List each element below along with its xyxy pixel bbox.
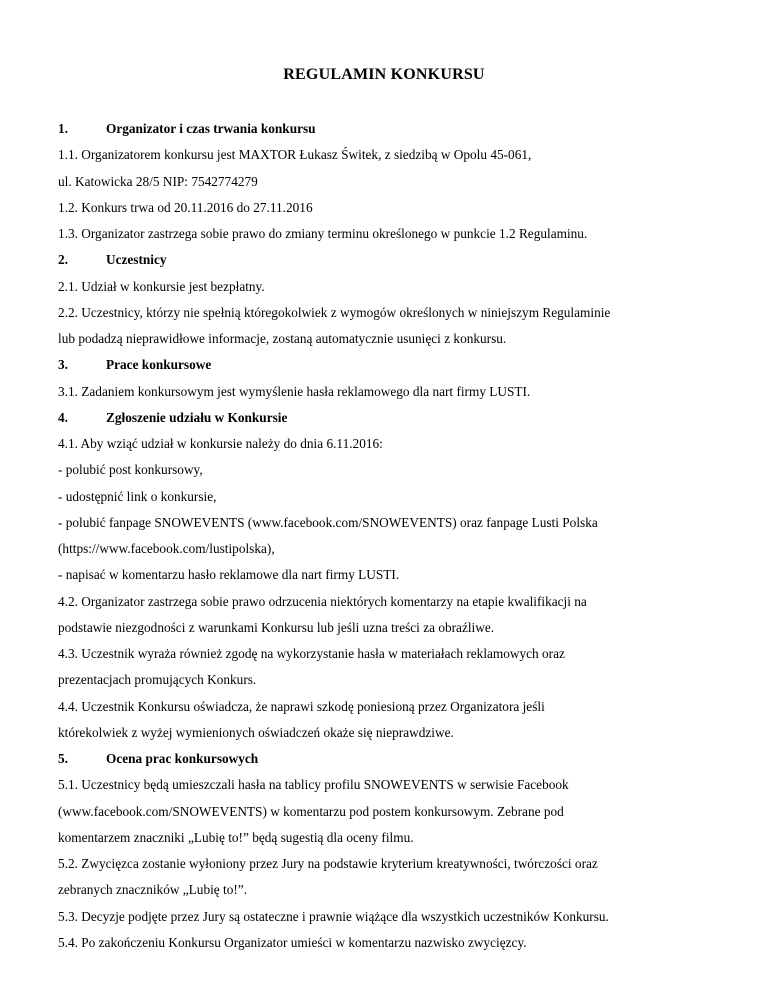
paragraph-line: 5.4. Po zakończeniu Konkursu Organizator umieści w komentarzu nazwisko zwycięzcy. (58, 934, 527, 950)
section-title: Zgłoszenie udziału w Konkursie (106, 409, 288, 425)
paragraph-line: 4.4. Uczestnik Konkursu oświadcza, że naprawi szkodę poniesioną przez Organizatora jeśli (58, 698, 545, 714)
section-title: Organizator i czas trwania konkursu (106, 121, 316, 136)
paragraph-line: (https://www.facebook.com/lustipolska), (58, 541, 275, 556)
paragraph (58, 694, 738, 747)
paragraph (58, 589, 738, 642)
paragraph-line: - udostępnić link o konkursie, (58, 488, 217, 504)
section-title: Ocena prac konkursowych (106, 751, 259, 766)
section-number: 3. (58, 357, 68, 373)
paragraph-line: (www.facebook.com/SNOWEVENTS) w komentarzu pod postem konkursowym. Zebrane pod (58, 803, 564, 819)
paragraph-line: 1.1. Organizatorem konkursu jest MAXTOR Łukasz Świtek, z siedzibą w Opolu 45-061, (58, 147, 532, 163)
paragraph-line: - polubić post konkursowy, (58, 462, 203, 478)
document-body (58, 116, 738, 956)
paragraph-line: 4.3. Uczestnik wyraża również zgodę na wykorzystanie hasła w materiałach reklamowych oraz (58, 646, 565, 661)
paragraph-line: którekolwiek z wyżej wymienionych oświadczeń okaże się nieprawdziwe. (58, 724, 454, 740)
paragraph (58, 379, 738, 405)
paragraph (58, 641, 738, 694)
paragraph (58, 221, 738, 247)
paragraph (58, 484, 738, 510)
paragraph (58, 930, 738, 956)
paragraph-line: 2.1. Udział w konkursie jest bezpłatny. (58, 278, 265, 294)
section-heading (58, 746, 738, 772)
paragraph-line: ul. Katowicka 28/5 NIP: 7542774279 (58, 173, 258, 189)
paragraph (58, 904, 738, 930)
section-number: 4. (58, 409, 68, 425)
paragraph (58, 195, 738, 221)
paragraph (58, 300, 738, 353)
section-heading (58, 352, 738, 378)
paragraph (58, 457, 738, 483)
paragraph-line: 1.2. Konkurs trwa od 20.11.2016 do 27.11.2016 (58, 199, 313, 215)
paragraph-line: 5.2. Zwycięzca zostanie wyłoniony przez Jury na podstawie kryterium kreatywności, twórczości oraz (58, 856, 598, 871)
paragraph-line: 5.3. Decyzje podjęte przez Jury są ostateczne i prawnie wiążące dla wszystkich uczestników Konkursu. (58, 908, 609, 924)
section-number: 2. (58, 252, 68, 268)
paragraph-line: zebranych znaczników „Lubię to!”. (58, 882, 248, 898)
section-title: Prace konkursowe (106, 357, 212, 373)
paragraph (58, 274, 738, 300)
paragraph-line: 3.1. Zadaniem konkursowym jest wymyślenie hasła reklamowego dla nart firmy LUSTI. (58, 383, 531, 399)
paragraph-line: lub podadzą nieprawidłowe informacje, zostaną automatycznie usunięci z konkursu. (58, 331, 507, 346)
paragraph (58, 562, 738, 588)
paragraph (58, 431, 738, 457)
paragraph-line: - polubić fanpage SNOWEVENTS (www.facebook.com/SNOWEVENTS) oraz fanpage Lusti Polska (58, 514, 598, 530)
section-heading (58, 247, 738, 273)
paragraph (58, 510, 738, 563)
paragraph-line: prezentacjach promujących Konkurs. (58, 672, 257, 688)
document-title: REGULAMIN KONKURSU (283, 66, 485, 83)
section-title: Uczestnicy (106, 252, 167, 268)
paragraph-line: 2.2. Uczestnicy, którzy nie spełnią któregokolwiek z wymogów określonych w niniejszym Regulaminie (58, 304, 611, 320)
section-heading (58, 405, 738, 431)
section-number: 5. (58, 751, 68, 766)
paragraph (58, 142, 738, 195)
section-number: 1. (58, 121, 68, 136)
paragraph-line: 4.2. Organizator zastrzega sobie prawo odrzucenia niektórych komentarzy na etapie kwalifikacji na (58, 593, 587, 609)
paragraph-line: podstawie niezgodności z warunkami Konkursu lub jeśli uzna treści za obraźliwe. (58, 619, 495, 635)
paragraph-line: komentarzem znaczniki „Lubię to!” będą sugestią dla oceny filmu. (58, 829, 414, 845)
paragraph-line: - napisać w komentarzu hasło reklamowe dla nart firmy LUSTI. (58, 567, 400, 583)
paragraph-line: 4.1. Aby wziąć udział w konkursie należy do dnia 6.11.2016: (58, 436, 383, 451)
paragraph-line: 5.1. Uczestnicy będą umieszczali hasła na tablicy profilu SNOWEVENTS w serwisie Facebook (58, 777, 569, 793)
paragraph (58, 772, 738, 851)
paragraph-line: 1.3. Organizator zastrzega sobie prawo do zmiany terminu określonego w punkcie 1.2 Regulaminu. (58, 226, 588, 241)
section-heading (58, 116, 738, 142)
paragraph (58, 851, 738, 904)
